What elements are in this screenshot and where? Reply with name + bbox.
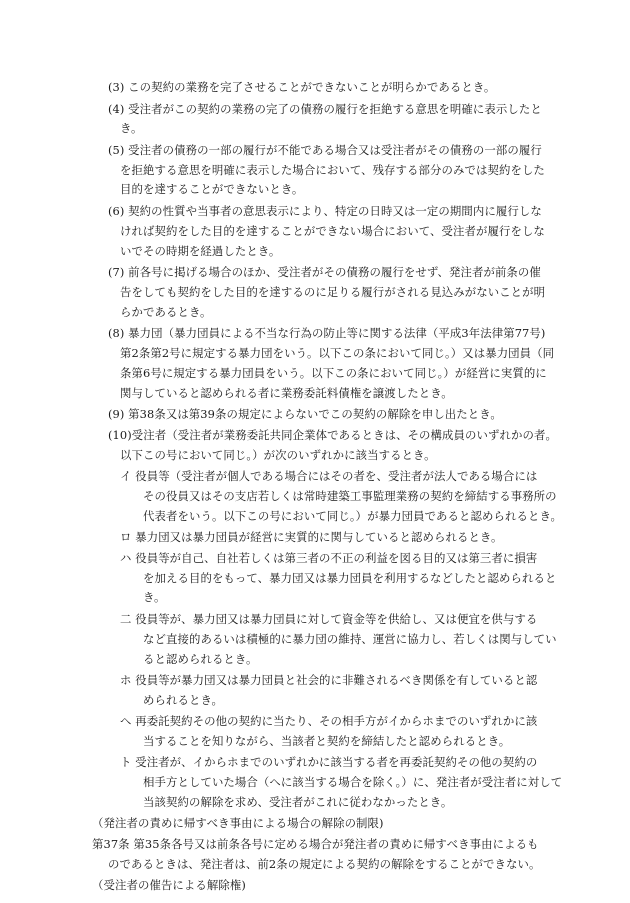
- text-line: 当該契約の解除を求め、受注者がこれに従わなかったとき。: [143, 795, 453, 809]
- text-line: (3) この契約の業務を完了させることができないことが明らかであるとき。: [108, 80, 496, 94]
- text-line: 当することを知りながら、当該者と契約を締結したと認められるとき。: [143, 734, 511, 748]
- text-line: いでその時期を経過したとき。: [120, 244, 281, 258]
- text-line: 告をしても契約をした目的を達するのに足りる履行がされる見込みがないことが明: [120, 285, 546, 299]
- text-line: (6) 契約の性質や当事者の意思表示により、特定の日時又は一定の期間内に履行しな: [108, 204, 542, 218]
- text-line: められるとき。: [143, 693, 223, 707]
- text-line: (7) 前各号に掲げる場合のほか、受注者がその債務の履行をせず、発注者が前条の催: [108, 265, 541, 279]
- section-heading: （発注者の責めに帰すべき事由による場合の解除の制限): [92, 816, 384, 830]
- text-line: など直接的あるいは積極的に暴力団の維持、運営に協力し、若しくは関与してい: [143, 632, 557, 646]
- text-line: を加える目的をもって、暴力団又は暴力団員を利用するなどしたと認められると: [143, 571, 557, 585]
- text-line: 関与していると認められる者に業務委託料債権を譲渡したとき。: [120, 386, 453, 400]
- text-line: (5) 受注者の債務の一部の履行が不能である場合又は受注者がその債務の一部の履行: [108, 143, 542, 157]
- text-line: 相手方としていた場合（へに該当する場合を除く。）に、発注者が受注者に対して: [143, 775, 563, 789]
- text-line: ると認められるとき。: [143, 652, 258, 666]
- text-line: その役員又はその支店若しくは常時建築工事監理業務の契約を締結する事務所の: [143, 489, 557, 503]
- text-line: き。: [120, 121, 143, 135]
- text-line: (10)受注者（受注者が業務委託共同企業体であるときは、その構成員のいずれかの者。: [108, 428, 557, 442]
- text-line: ハ 役員等が自己、自社若しくは第三者の不正の利益を図る目的又は第三者に損害: [120, 551, 538, 565]
- text-line: のであるときは、発注者は、前2条の規定による契約の解除をすることができない。: [108, 857, 541, 871]
- text-line: ロ 暴力団又は暴力団員が経営に実質的に関与していると認められるとき。: [120, 530, 503, 544]
- text-line: らかであるとき。: [120, 305, 212, 319]
- text-line: を拒絶する意思を明確に表示した場合において、残存する部分のみでは契約をした: [120, 163, 545, 177]
- text-line: 第2条第2号に規定する暴力団をいう。以下この条において同じ。）又は暴力団員（同: [120, 346, 555, 360]
- text-line: 二 役員等が、暴力団又は暴力団員に対して資金等を供給し、又は便宜を供与する: [120, 612, 538, 626]
- text-line: (4) 受注者がこの契約の業務の完了の債務の履行を拒絶する意思を明確に表示したと: [108, 102, 542, 116]
- article-line: 第37条 第35条各号又は前条各号に定める場合が発注者の責めに帰すべき事由によるも: [92, 837, 539, 851]
- section-heading: （受注者の催告による解除権): [92, 878, 246, 892]
- text-line: へ 再委託契約その他の契約に当たり、その相手方がイからホまでのいずれかに該: [120, 714, 538, 728]
- text-line: き。: [143, 590, 166, 604]
- text-line: 条第6号に規定する暴力団員をいう。以下この条において同じ。）が経営に実質的に: [120, 366, 547, 380]
- text-line: 目的を達することができないとき。: [120, 182, 304, 196]
- text-line: ホ 役員等が暴力団又は暴力団員と社会的に非難されるべき関係を有していると認: [120, 673, 538, 687]
- text-line: イ 役員等（受注者が個人である場合にはその者を、受注者が法人である場合には: [120, 469, 538, 483]
- text-line: 以下この号において同じ。）が次のいずれかに該当するとき。: [120, 448, 436, 462]
- text-line: (9) 第38条又は第39条の規定によらないでこの契約の解除を申し出たとき。: [108, 407, 502, 421]
- text-line: (8) 暴力団（暴力団員による不当な行為の防止等に関する法律（平成3年法律第77号): [108, 326, 546, 340]
- text-line: 代表者をいう。以下この号において同じ。）が暴力団員であると認められるとき。: [143, 509, 562, 523]
- text-line: ければ契約をした目的を達することができない場合において、受注者が履行をしな: [120, 224, 545, 238]
- text-line: ト 受注者が、イからホまでのいずれかに該当する者を再委託契約その他の契約の: [120, 755, 538, 769]
